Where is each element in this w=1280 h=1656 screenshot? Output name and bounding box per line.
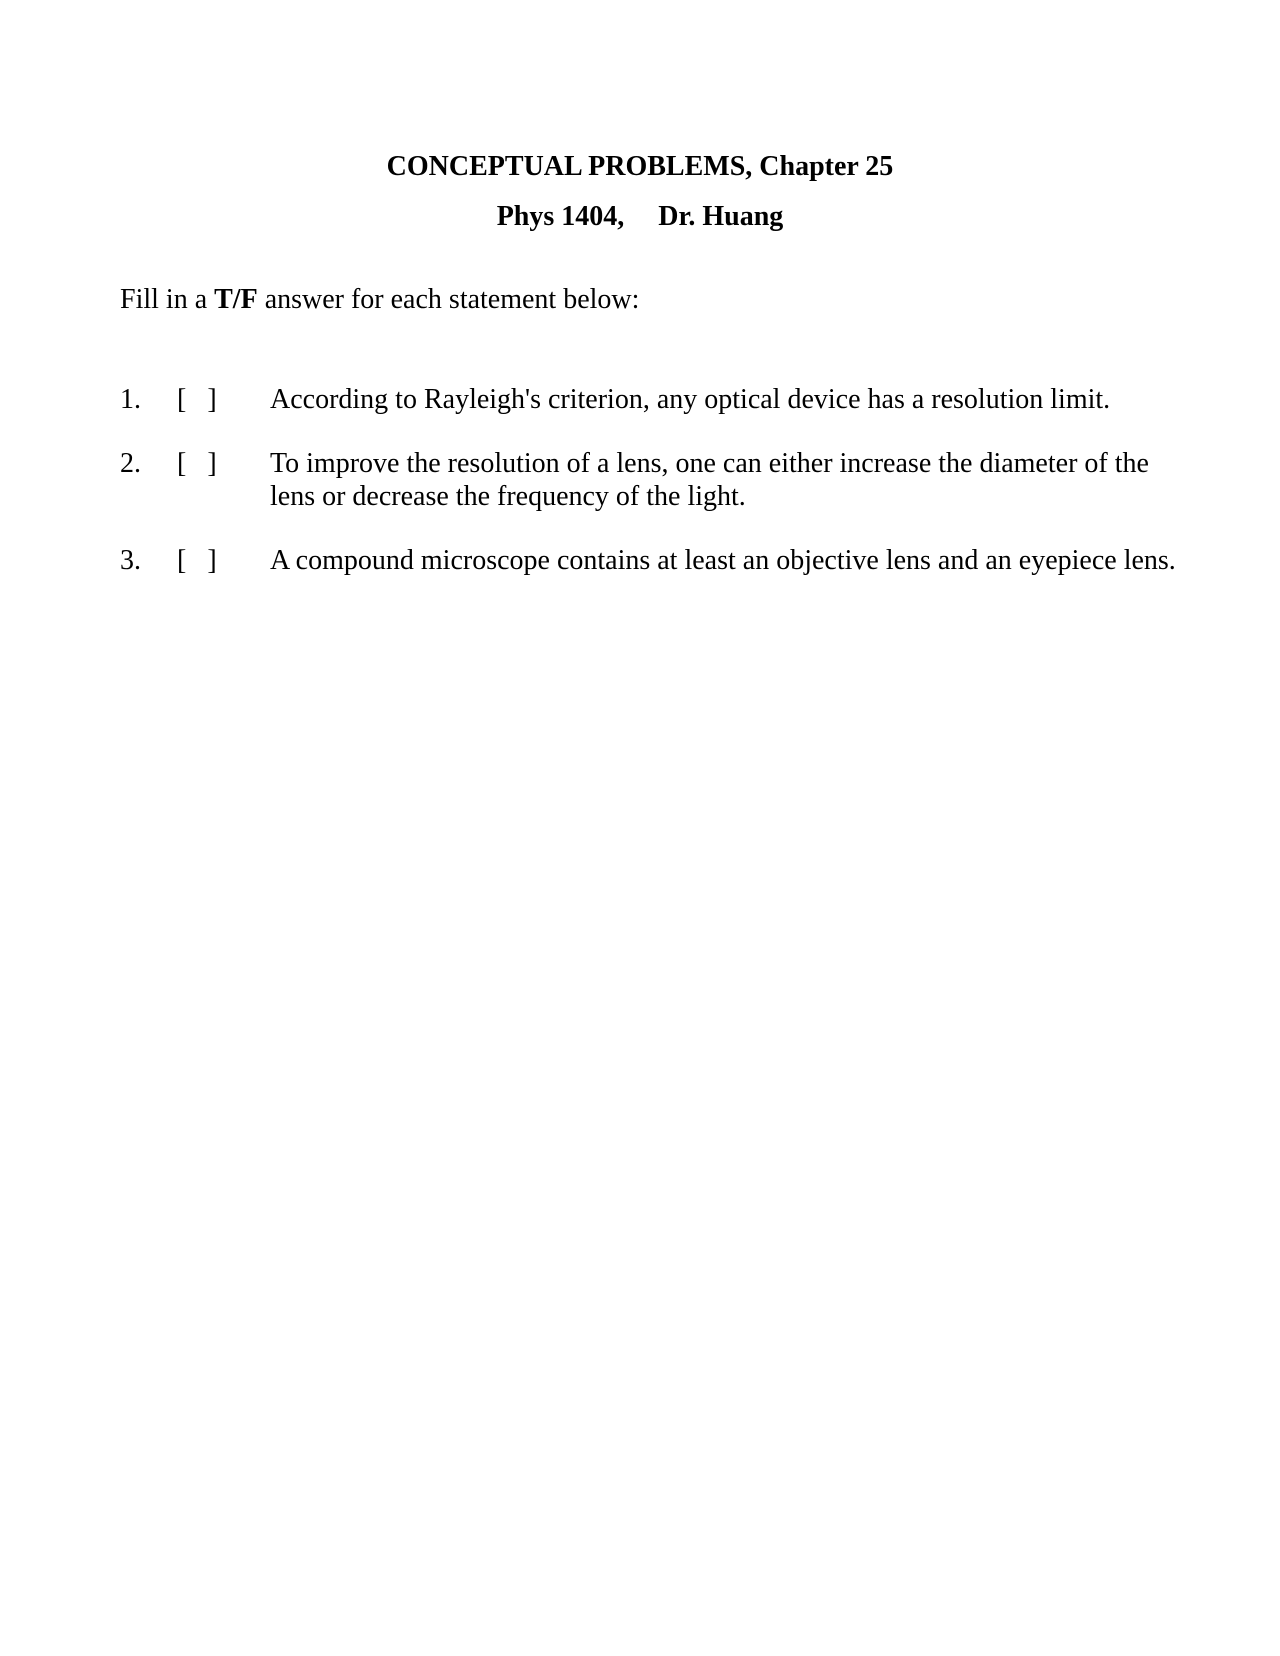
question-item xyxy=(120,447,1180,513)
instruction-text xyxy=(120,283,639,317)
instruction-prefix: Fill in a xyxy=(120,284,215,315)
answer-box[interactable]: [ ] xyxy=(177,448,217,479)
question-item xyxy=(120,383,1180,416)
question-text: A compound microscope contains at least an objective lens and an eyepiece lens. xyxy=(270,545,1176,576)
question-list xyxy=(120,383,1180,608)
instruction-suffix: answer for each statement below: xyxy=(257,284,640,315)
course-code: Phys 1404, xyxy=(496,201,625,232)
question-text: According to Rayleigh's criterion, any optical device has a resolution limit. xyxy=(270,384,1111,415)
instruction-emphasis: T/F xyxy=(214,284,258,315)
page-title: CONCEPTUAL PROBLEMS, Chapter 25 xyxy=(386,151,894,182)
question-text: To improve the resolution of a lens, one can either increase the diameter of the lens or decrease the frequency of the light. xyxy=(270,448,1149,512)
question-number: 2. xyxy=(120,448,141,479)
question-item xyxy=(120,544,1180,577)
page-subtitle xyxy=(0,200,1280,234)
question-number: 3. xyxy=(120,545,141,576)
instructor-name: Dr. Huang xyxy=(658,201,784,232)
question-number: 1. xyxy=(120,384,141,415)
answer-box[interactable]: [ ] xyxy=(177,384,217,415)
answer-box[interactable]: [ ] xyxy=(177,545,217,576)
